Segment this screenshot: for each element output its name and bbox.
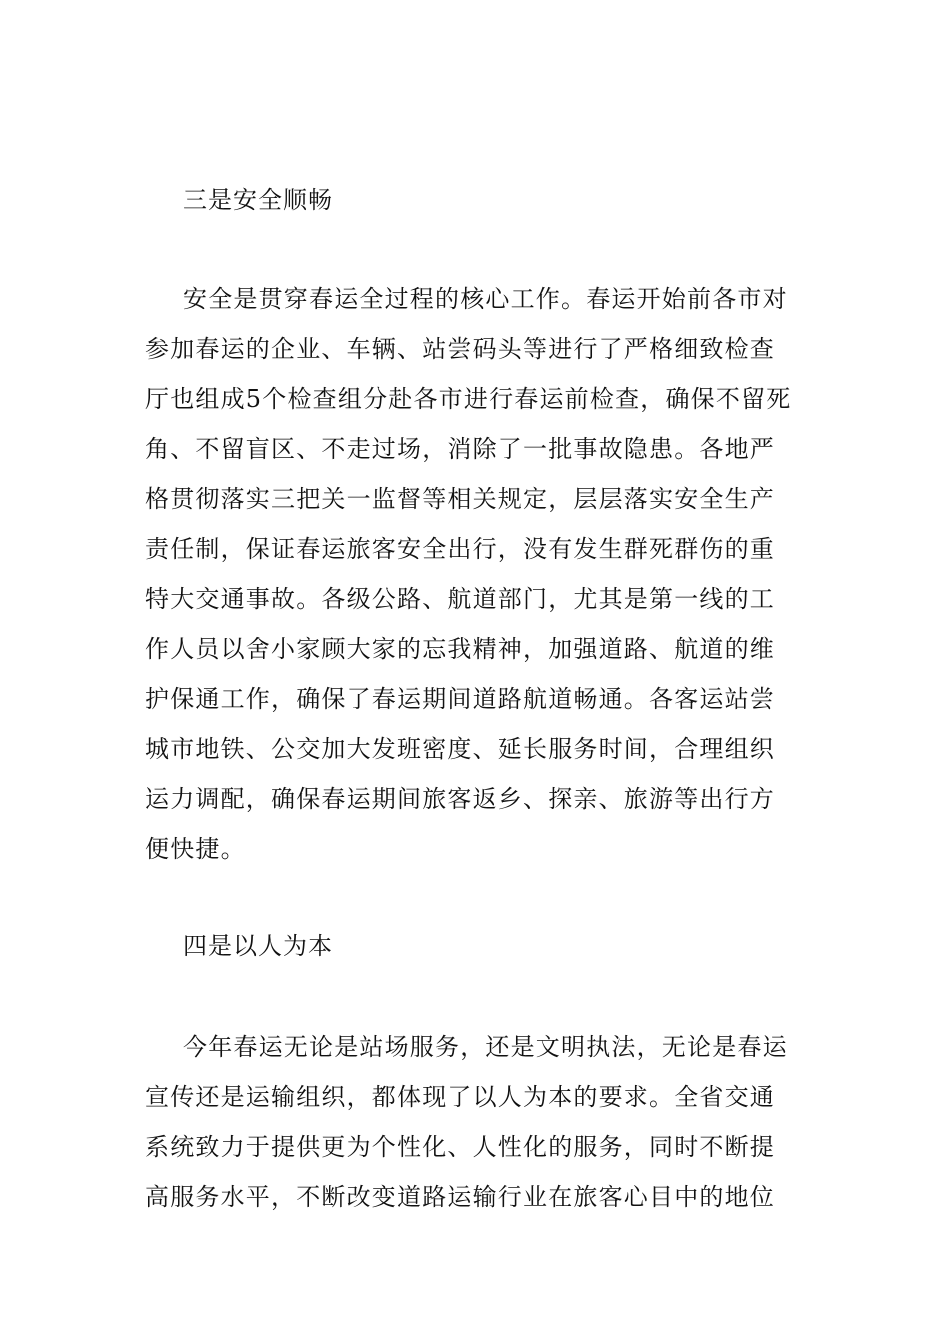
paragraph-line: 便快捷。 — [145, 835, 246, 863]
paragraph-line: 责任制，保证春运旅客安全出行，没有发生群死群伤的重 — [145, 535, 775, 563]
section-heading: 四是以人为本 — [183, 932, 333, 960]
section-heading: 三是安全顺畅 — [183, 186, 333, 214]
paragraph-line: 运力调配，确保春运期间旅客返乡、探亲、旅游等出行方 — [145, 785, 775, 813]
paragraph-line: 参加春运的企业、车辆、站尝码头等进行了严格细致检查 — [145, 335, 775, 363]
paragraph-line: 今年春运无论是站场服务，还是文明执法，无论是春运 — [183, 1033, 788, 1061]
section-paragraph — [145, 274, 810, 874]
paragraph-line: 作人员以舍小家顾大家的忘我精神，加强道路、航道的维 — [145, 635, 775, 663]
paragraph-line: 安全是贯穿春运全过程的核心工作。春运开始前各市对 — [183, 285, 788, 313]
paragraph-line: 宣传还是运输组织，都体现了以人为本的要求。全省交通 — [145, 1083, 775, 1111]
paragraph-line: 护保通工作，确保了春运期间道路航道畅通。各客运站尝 — [145, 685, 775, 713]
paragraph-line: 角、不留盲区、不走过场，消除了一批事故隐患。各地严 — [145, 435, 775, 463]
section-paragraph — [145, 1022, 810, 1222]
paragraph-line: 特大交通事故。各级公路、航道部门，尤其是第一线的工 — [145, 585, 775, 613]
paragraph-line: 厅也组成5个检查组分赴各市进行春运前检查，确保不留死 — [145, 385, 792, 413]
paragraph-line: 系统致力于提供更为个性化、人性化的服务，同时不断提 — [145, 1133, 775, 1161]
paragraph-line: 城市地铁、公交加大发班密度、延长服务时间，合理组织 — [145, 735, 775, 763]
paragraph-line: 格贯彻落实三把关一监督等相关规定，层层落实安全生产 — [145, 485, 775, 513]
paragraph-line: 高服务水平，不断改变道路运输行业在旅客心目中的地位 — [145, 1183, 775, 1211]
